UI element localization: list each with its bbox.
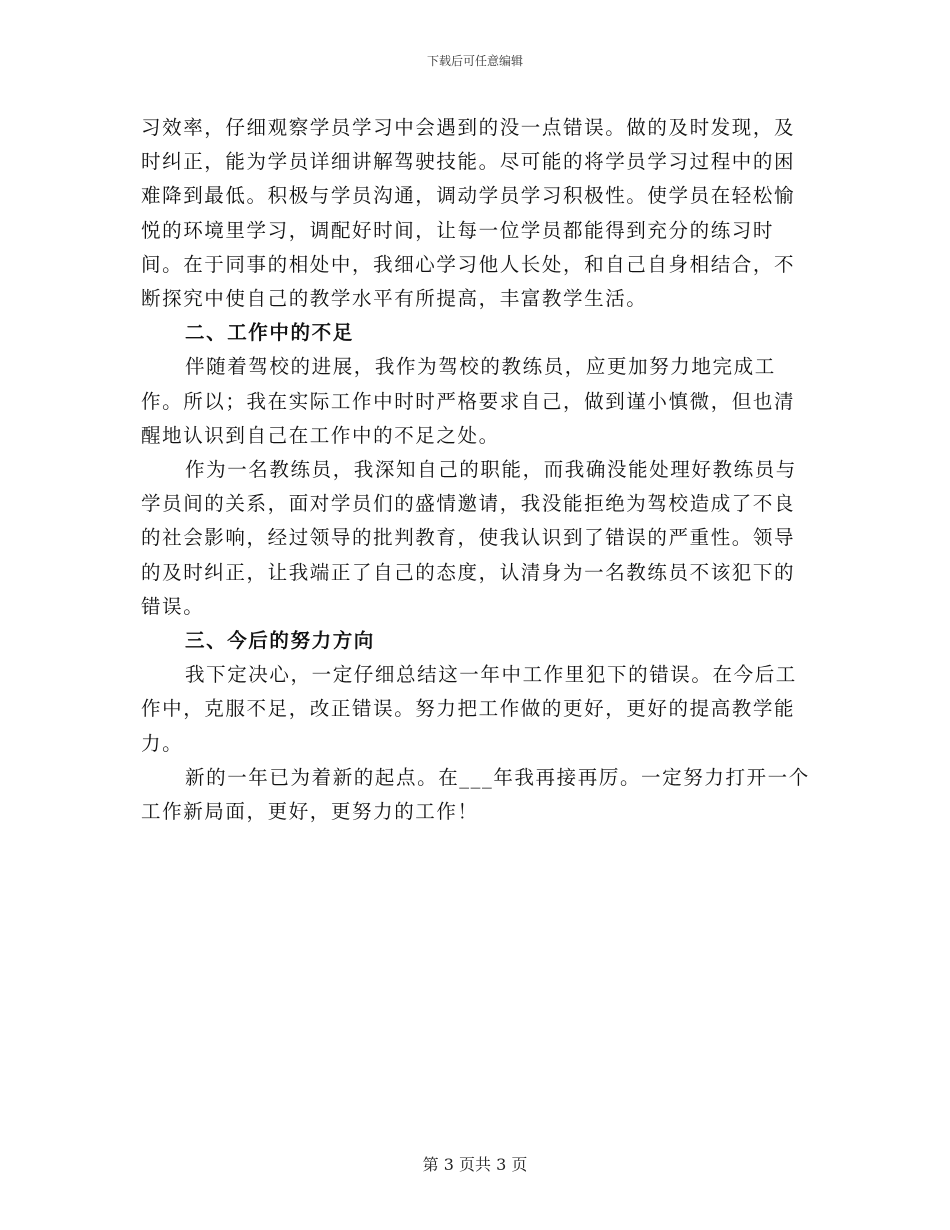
document-body (141, 111, 811, 829)
section-heading-shortcomings: 二、工作中的不足 (185, 321, 354, 345)
paragraph-future-closing: 新的一年已为着新的起点。在___年我再接再厉。一定努力打开一个工作新局面，更好，更努力的工作！ (141, 765, 810, 824)
paragraph-continued: 习效率，仔细观察学员学习中会遇到的没一点错误。做的及时发现，及时纠正，能为学员详细讲解驾驶技能。尽可能的将学员学习过程中的困难降到最低。积极与学员沟通，调动学员学习积极性。使学员在轻松愉悦的环境里学习，调配好时间，让每一位学员都能得到充分的练习时间。在于同事的相处中，我细心学习他人长处，和自己自身相结合，不断探究中使自己的教学水平有所提高，丰富教学生活。 (141, 116, 796, 311)
paragraph-shortcomings-detail: 作为一名教练员，我深知自己的职能，而我确没能处理好教练员与学员间的关系，面对学员们的盛情邀请，我没能拒绝为驾校造成了不良的社会影响，经过领导的批判教育，使我认识到了错误的严重性。领导的及时纠正，让我端正了自己的态度，认清身为一名教练员不该犯下的错误。 (141, 458, 797, 618)
paragraph-shortcomings-intro: 伴随着驾校的进展，我作为驾校的教练员，应更加努力地完成工作。所以；我在实际工作中时时严格要求自己，做到谨小慎微，但也清醒地认识到自己在工作中的不足之处。 (141, 355, 796, 447)
section-heading-future-direction: 三、今后的努力方向 (185, 629, 375, 653)
page-number: 第 3 页共 3 页 (422, 1155, 528, 1174)
page-header-note: 下载后可任意编辑 (426, 54, 523, 68)
paragraph-future-resolve: 我下定决心，一定仔细总结这一年中工作里犯下的错误。在今后工作中，克服不足，改正错误。努力把工作做的更好，更好的提高教学能力。 (141, 663, 797, 755)
